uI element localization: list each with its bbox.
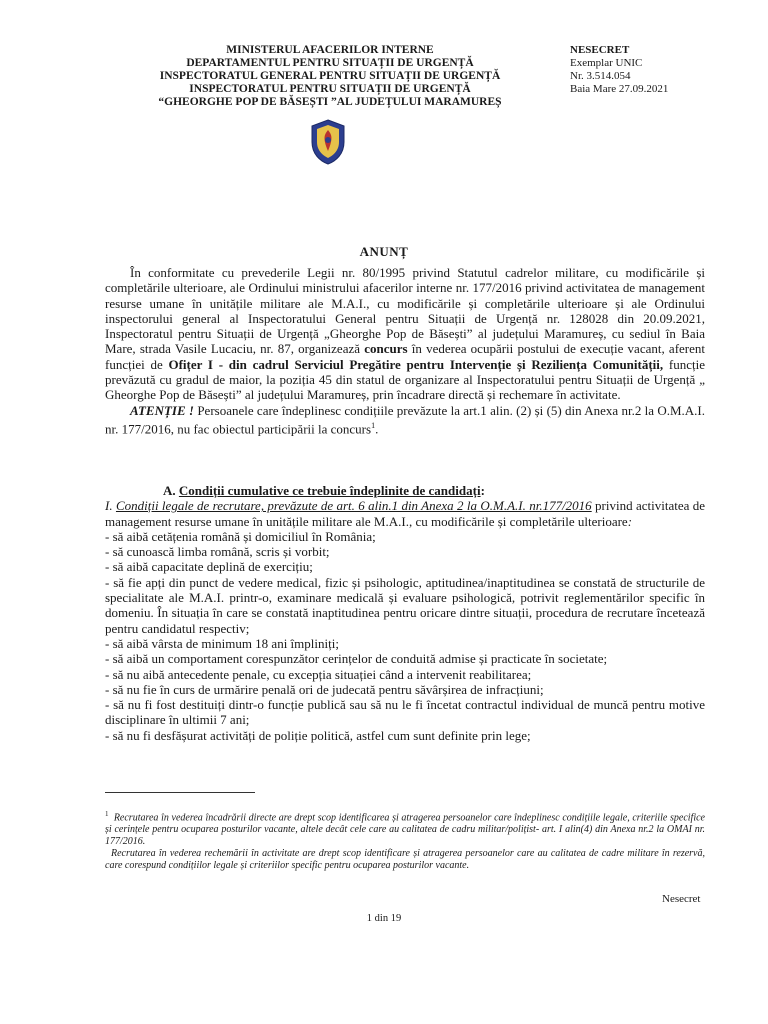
classification-label: NESECRET [570,44,630,56]
attention-paragraph [105,403,705,437]
list-item: - să fie apți din punct de vedere medical, fizic și psihologic, aptitudinea/inaptitudinea se constată de structurile de specialitate ale M.A.I. printr-o, examinare medicală și evaluare psihologică, potrivit reglementărilor specific în domeniu. În situația în care se constată inaptitudinea pentru oricare dintre situații, procedura de recrutare încetează pentru candidatul respectiv; [105,574,705,636]
list-item: - să nu fi desfășurat activități de poliție politică, astfel cum sunt definite prin lege; [105,727,531,743]
list-item: - să aibă capacitate deplină de exercițiu; [105,559,313,575]
section-prefix: A. [163,483,176,498]
attention-label: ATENȚIE ! [130,402,194,418]
list-item: - să aibă cetățenia română și domiciliul în România; [105,528,376,544]
intro-text: în vederea ocupării postului de execuție vacant, aferent funcției de [105,341,705,372]
header-line: INSPECTORATUL GENERAL PENTRU SITUAȚII DE URGENȚĂ [159,70,501,82]
subsection-title: Condiții legale de recrutare, prevăzute de art. 6 alin.1 din Anexa 2 la O.M.A.I. nr.177/2016 [115,498,592,514]
footnote-text: Recrutarea în vederea încadrării directe are drept scop identificarea și atragerea persoanelor care îndeplinesc condițiile legale, criteriile specifice și cerințele pentru ocuparea posturilor vacante, altele decât cele care au calitatea de cadru militar/polițist- art. I alin(4) din Anexa nr.2 la OMAI nr. 177/2016. [105,812,705,848]
list-item: - să nu fi fost destituiți dintr-o funcție publică sau să nu le fi încetat contractul individual de muncă pentru motive disciplinare în ultimii 7 ani; [105,697,705,728]
section-heading-colon: : [480,483,485,498]
section-a [105,483,705,743]
registration-number: Nr. 3.514.054 [570,70,631,82]
header-line: INSPECTORATUL PENTRU SITUAȚII DE URGENȚĂ [189,83,471,95]
section-a-heading [163,483,705,498]
footnote-ref: 1 [371,420,376,430]
header-line: “GHEORGHE POP DE BĂSEȘTI ”AL JUDEȚULUI MARAMUREȘ [158,96,502,108]
list-item: - să aibă un comportament corespunzător cerințelor de conduită admise și practicate în societate; [105,651,608,667]
place-date: Baia Mare 27.09.2021 [570,83,669,95]
list-item: - să nu aibă antecedente penale, cu excepția situației când a intervenit reabilitarea; [105,666,532,682]
intro-paragraph [105,265,705,403]
list-item: - să cunoască limba română, scris și vorbit; [105,544,330,560]
intro-text: funcție prevăzută cu gradul de maior, la poziția 45 din statul de organizare al Inspectoratului pentru Situații de Urgență „ Gheorghe Pop de Băsești” al județului Maramureș, prin încadrare directă și rechemare în activitate. [105,356,705,403]
document-meta [570,44,668,96]
subsection-intro [105,498,705,529]
footer-classification: Nesecret [662,893,701,905]
attention-end: . [375,421,379,437]
institution-header [120,44,540,109]
attention-text: Persoanele care îndeplinesc condițiile prevăzute la art.1 alin. (2) și (5) din Anexa nr.2 la O.M.A.I. nr. 177/2016, nu fac obiectul participării la concurs [105,402,705,437]
announcement-intro [105,265,705,437]
footnote-2 [105,848,705,872]
isu-emblem-icon [309,118,347,166]
conditions-list [105,529,705,743]
list-item: - să aibă vârsta de minimum 18 ani împliniți; [105,635,339,651]
subsection-colon: : [627,513,633,529]
concurs-keyword: concurs [364,341,408,357]
footnote-separator [105,792,255,793]
position-title: Ofițer I - din cadrul Serviciul Pregătire pentru Intervenție și Reziliența Comunității, [168,356,664,372]
footnote-text: Recrutarea în vederea rechemării în activitate are drept scop identificare și atragerea persoanelor care au calitatea de cadre militare în rezervă, care corespund condițiilor legale și criteriilor specific pentru ocuparea posturilor vacante. [105,848,705,872]
page-number: 1 din 19 [366,913,402,924]
page-title: ANUNȚ [359,244,409,259]
section-heading-text: Condiții cumulative ce trebuie îndeplinite de candidați [178,483,481,498]
copy-label: Exemplar UNIC [570,57,643,69]
list-item: - să nu fie în curs de urmărire penală ori de judecată pentru săvârșirea de infracțiuni; [105,681,544,697]
subsection-number: I. [105,498,113,514]
footnote-1 [105,808,705,848]
header-line: DEPARTAMENTUL PENTRU SITUAȚII DE URGENȚĂ [186,57,474,69]
intro-text: În conformitate cu prevederile Legii nr. 80/1995 privind Statutul cadrelor militare, cu modificările și completările ulterioare, ale Ordinului ministrului afacerilor interne nr. 177/2016 privind activitatea de management resurse umane în unitățile militare ale M.A.I., cu modificările și completările ulterioare și ale Ordinului inspectorului general al Inspectoratului General pentru Situații de Urgență nr. 128028 din 20.09.2021, Inspectoratul pentru Situații de Urgență „Gheorghe Pop de Băsești” al județului Maramureș, cu sediul în Baia Mare, strada Vasile Lucaciu, nr. 87, organizează [105,265,705,357]
footnotes [105,808,705,872]
header-line: MINISTERUL AFACERILOR INTERNE [226,44,434,56]
subsection-rest: privind activitatea de management resurse umane în unitățile militare ale M.A.I., cu modificările și completările ulterioare [105,498,705,529]
footnote-mark: 1 [105,810,109,818]
